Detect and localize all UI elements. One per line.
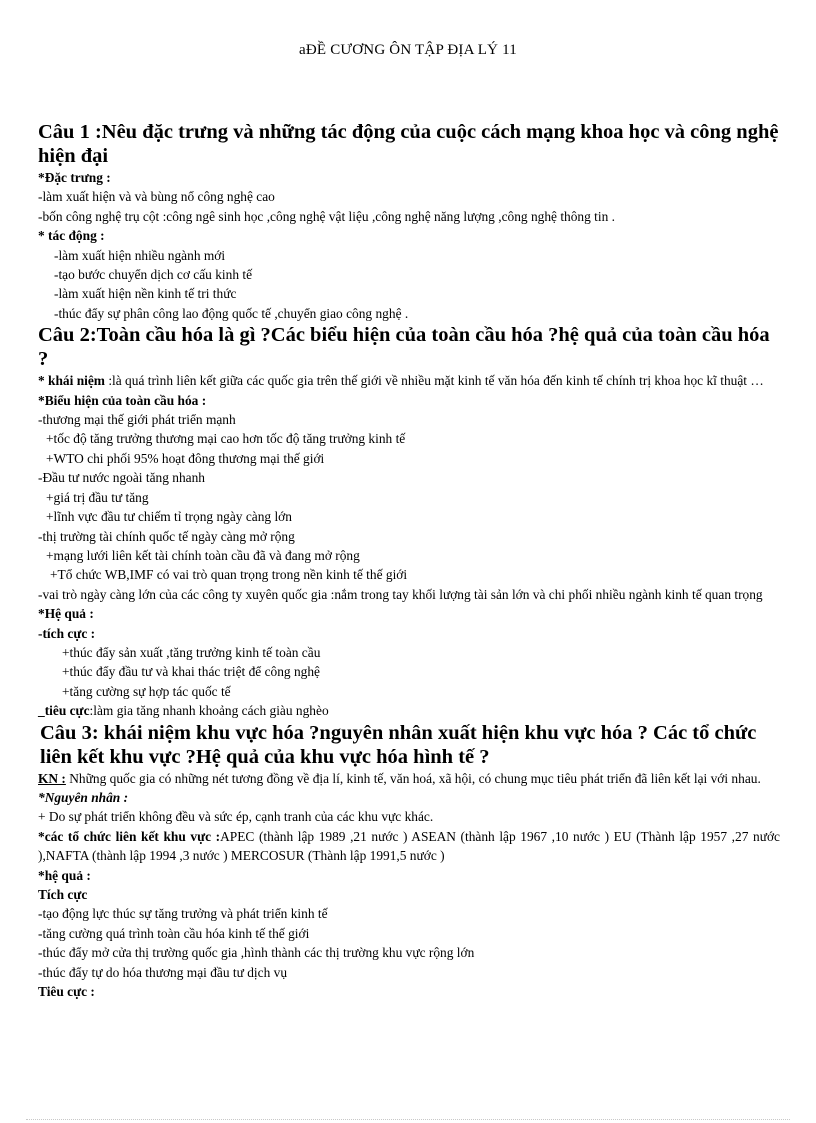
q2-multinational-role: -vai trò ngày càng lớn của các công ty xuyên quốc gia :nắm trong tay khối lượng tài sản lớn và chi phối nhiều ngành kinh tế quan trọng: [38, 586, 763, 602]
question-3-heading: Câu 3: khái niệm khu vực hóa ?nguyên nhân xuất hiện khu vực hóa ? Các tổ chức liên kết khu vực ?Hệ quả của khu vực hóa hình tế ?: [40, 721, 757, 768]
q2-manifestation-line: +lĩnh vực đầu tư chiếm tỉ trọng ngày càng lớn: [46, 509, 292, 525]
q3-definition-text: Những quốc gia có những nét tương đồng về địa lí, kinh tế, văn hoá, xã hội, có chung mục tiêu phát triển đã liên kết lại với nhau.: [69, 770, 761, 786]
q2-negative-label: _tiêu cực: [38, 703, 90, 719]
q2-manifestation-line: -thị trường tài chính quốc tế ngày càng mở rộng: [38, 528, 295, 544]
q2-negative: [38, 701, 780, 720]
q2-manifestation-line: +Tổ chức WB,IMF có vai trò quan trọng trong nền kinh tế thế giới: [50, 567, 408, 583]
q1-impact-line: -làm xuất hiện nền kinh tế tri thức: [54, 286, 237, 302]
document-content: [38, 120, 780, 1001]
q2-positive-line: +thúc đẩy sản xuất ,tăng trưởng kinh tế toàn cầu: [62, 644, 321, 660]
q1-characteristic-line: -bốn công nghệ trụ cột :công ngê sinh học ,công nghệ vật liệu ,công nghệ năng lượng ,công nghệ thông tin .: [38, 208, 616, 224]
q2-negative-text: :làm gia tăng nhanh khoảng cách giàu nghèo: [89, 703, 329, 719]
q2-manifestation-line: -Đầu tư nước ngoài tăng nhanh: [38, 470, 205, 486]
q3-positive-line: -tăng cường quá trình toàn cầu hóa kinh tế thế giới: [38, 925, 310, 941]
q3-definition-label: KN :: [38, 770, 66, 786]
q3-organizations-text: APEC (thành lập 1989 ,21 nước ) ASEAN (thành lập 1967 ,10 nước ) EU (Thành lập 1957 ,27 nước ),NAFTA (thành lập 1994 ,3 nước ) MERCOSUR (Thành lập 1991,5 nước ): [38, 828, 780, 864]
q1-impact-line: -làm xuất hiện nhiều ngành mới: [54, 247, 226, 263]
q3-organizations: [38, 827, 780, 866]
q2-definition-text: :là quá trình liên kết giữa các quốc gia trên thế giới về nhiều mặt kinh tế văn hóa đến kinh tế chính trị khoa học kĩ thuật …: [108, 373, 764, 389]
q3-positive-line: -thúc đẩy mở cửa thị trường quốc gia ,hình thành các thị trường khu vực rộng lớn: [38, 945, 475, 961]
q2-definition: [38, 371, 780, 390]
question-2-heading: Câu 2:Toàn cầu hóa là gì ?Các biểu hiện của toàn cầu hóa ?hệ quả của toàn cầu hóa ?: [38, 324, 770, 371]
q1-impact-line: -thúc đẩy sự phân công lao động quốc tế ,chuyển giao công nghệ .: [54, 305, 409, 321]
q2-consequences-label: *Hệ quả :: [38, 606, 94, 622]
q2-definition-label: * khái niệm: [38, 373, 105, 389]
q2-positive-label: -tích cực :: [38, 625, 96, 641]
document-title: aĐỀ CƯƠNG ÔN TẬP ĐỊA LÝ 11: [299, 42, 517, 58]
q3-definition: [38, 769, 780, 788]
q1-characteristic-line: -làm xuất hiện và và bùng nổ công nghệ cao: [38, 189, 275, 205]
q3-positive-line: -thúc đẩy tự do hóa thương mại đầu tư dịch vụ: [38, 964, 288, 980]
q1-impacts-label: * tác động :: [38, 228, 105, 244]
q3-positive-label: Tích cực: [38, 887, 88, 902]
q3-consequences-label: *hệ quả :: [38, 867, 91, 883]
q2-manifestation-line: -thương mại thế giới phát triển mạnh: [38, 412, 236, 428]
q2-manifestation-line: +mạng lưới liên kết tài chính toàn cầu đã và đang mở rộng: [46, 547, 360, 563]
q3-organizations-label: *các tổ chức liên kết khu vực :: [38, 828, 221, 844]
q2-positive-line: +thúc đẩy đầu tư và khai thác triệt để công nghệ: [62, 664, 320, 680]
question-1-heading: Câu 1 :Nêu đặc trưng và những tác động của cuộc cách mạng khoa học và công nghệ hiện đại: [38, 121, 779, 167]
q1-impact-line: -tạo bước chuyển dịch cơ cấu kinh tế: [54, 267, 253, 283]
page-bottom-divider: [26, 1119, 790, 1120]
q3-negative-label: Tiêu cực :: [38, 984, 95, 1000]
q2-manifestations-label: *Biểu hiện của toàn cầu hóa :: [38, 392, 207, 408]
q3-positive-line: -tạo động lực thúc sự tăng trưởng và phát triển kinh tế: [38, 906, 328, 922]
q2-positive-line: +tăng cường sự hợp tác quốc tế: [62, 683, 231, 699]
q2-manifestation-line: +giá trị đầu tư tăng: [46, 489, 149, 505]
q1-characteristics-label: *Đặc trưng :: [38, 170, 111, 185]
q3-cause-text: + Do sự phát triển không đều và sức ép, cạnh tranh của các khu vực khác.: [38, 809, 434, 825]
q2-manifestation-line: +WTO chi phối 95% hoạt đông thương mại thế giới: [46, 450, 325, 466]
q3-cause-label: *Nguyên nhân :: [38, 789, 129, 805]
q2-manifestation-line: +tốc độ tăng trưởng thương mại cao hơn tốc độ tăng trưởng kinh tế: [46, 431, 406, 447]
